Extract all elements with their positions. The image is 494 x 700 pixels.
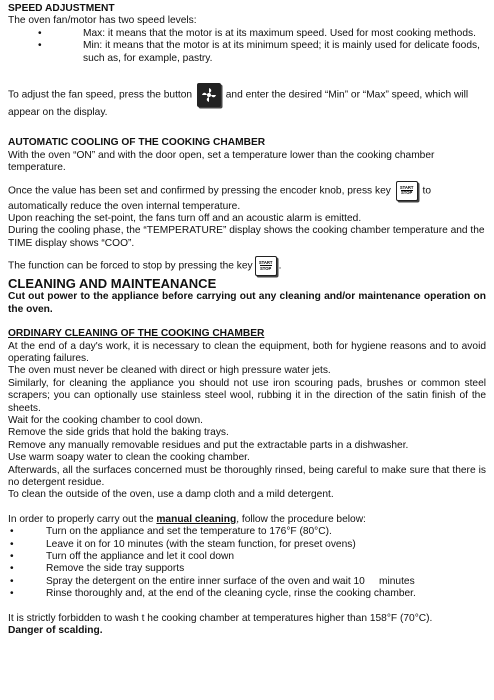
cleaning-paragraph: Similarly, for cleaning the appliance you should not use iron scouring pads, brushes or common steel scrapers; you can optionally use stainless steel wool, rubbing it in the direction of the satin finish of the sheets. xyxy=(8,377,486,414)
cleaning-maintenance-heading: CLEANING AND MAINTEANANCE xyxy=(8,276,217,292)
cooling-paragraph: The function can be forced to stop by pressing the key START STOP . xyxy=(8,256,486,276)
list-item: • Remove the side tray supports xyxy=(10,563,185,575)
cooling-paragraph: With the oven “ON” and with the door open, set a temperature lower than the cooking chamber temperature. xyxy=(8,149,435,174)
cleaning-paragraph: Remove the side grids that hold the baking trays. xyxy=(8,427,229,439)
cleaning-paragraph: Wait for the cooking chamber to cool down. xyxy=(8,414,203,426)
start-stop-key-icon: START STOP xyxy=(396,181,418,201)
cooling-paragraph: During the cooling phase, the “TEMPERATURE” display shows the cooking chamber temperature and the TIME display shows “COO”. xyxy=(8,225,485,249)
start-stop-key-icon: START STOP xyxy=(255,256,277,276)
list-item: • Rinse thoroughly and, at the end of the cleaning cycle, rinse the cooking chamber. xyxy=(10,588,416,600)
automatic-cooling-heading: AUTOMATIC COOLING OF THE COOKING CHAMBER xyxy=(8,137,266,149)
manual-cleaning-label: manual cleaning xyxy=(156,513,237,525)
cleaning-paragraph: At the end of a day's work, it is necessary to clean the equipment, both for hygiene reasons and to avoid operating failures. xyxy=(8,340,486,364)
list-item: • Turn off the appliance and let it cool down xyxy=(10,551,235,562)
cleaning-paragraph: Afterwards, all the surfaces concerned must be thoroughly rinsed, being careful to make sure that there is no detergent residue. xyxy=(8,464,486,488)
list-item: • Max: it means that the motor is at its maximum speed. Used for most cooking methods. xyxy=(38,27,476,39)
cleaning-paragraph: To clean the outside of the oven, use a damp cloth and a mild detergent. xyxy=(8,489,334,501)
procedure-intro: In order to properly carry out the manual cleaning, follow the procedure below: xyxy=(8,513,366,525)
forbidden-warning: It is strictly forbidden to wash t he cooking chamber at temperatures higher than 158°F (70°C). xyxy=(8,612,433,624)
cleaning-paragraph: Use warm soapy water to clean the cooking chamber. xyxy=(8,452,250,464)
procedure-steps-list xyxy=(8,526,486,600)
cooling-paragraph: Once the value has been set and confirmed by pressing the encoder knob, press key START STOP to automatically reduce the oven internal temperature. xyxy=(8,181,486,213)
fan-speed-instruction: To adjust the fan speed, press the button and enter the desired “Min” or “Max” speed, which will appear on the display. xyxy=(8,83,486,119)
list-item: • Turn on the appliance and set the temperature to 176°F (80°C). xyxy=(10,526,332,538)
fan-button-icon xyxy=(197,83,221,107)
power-warning: Cut out power to the appliance before carrying out any cleaning and/or maintenance operation on the oven. xyxy=(8,291,486,315)
cleaning-paragraph: Remove any manually removable residues and put the extractable parts in a dishwasher. xyxy=(8,439,409,451)
danger-warning: Danger of scalding. xyxy=(8,625,103,637)
list-item: • Leave it on for 10 minutes (with the steam function, for preset ovens) xyxy=(10,538,356,550)
speed-intro: The oven fan/motor has two speed levels: xyxy=(8,15,197,27)
cleaning-paragraph: The oven must never be cleaned with direct or high pressure water jets. xyxy=(8,365,331,377)
list-item: • Min: it means that the motor is at its minimum speed; it is mainly used for delicate foods, such as, for example, pastry. xyxy=(38,40,480,64)
speed-adjustment-heading: SPEED ADJUSTMENT xyxy=(8,3,115,14)
ordinary-cleaning-heading: ORDINARY CLEANING OF THE COOKING CHAMBER xyxy=(8,328,265,340)
list-item: • Spray the detergent on the entire inner surface of the oven and wait 10 minutes xyxy=(10,575,415,587)
cooling-paragraph: Upon reaching the set-point, the fans turn off and an acoustic alarm is emitted. xyxy=(8,213,362,225)
speed-levels-list xyxy=(8,28,486,65)
